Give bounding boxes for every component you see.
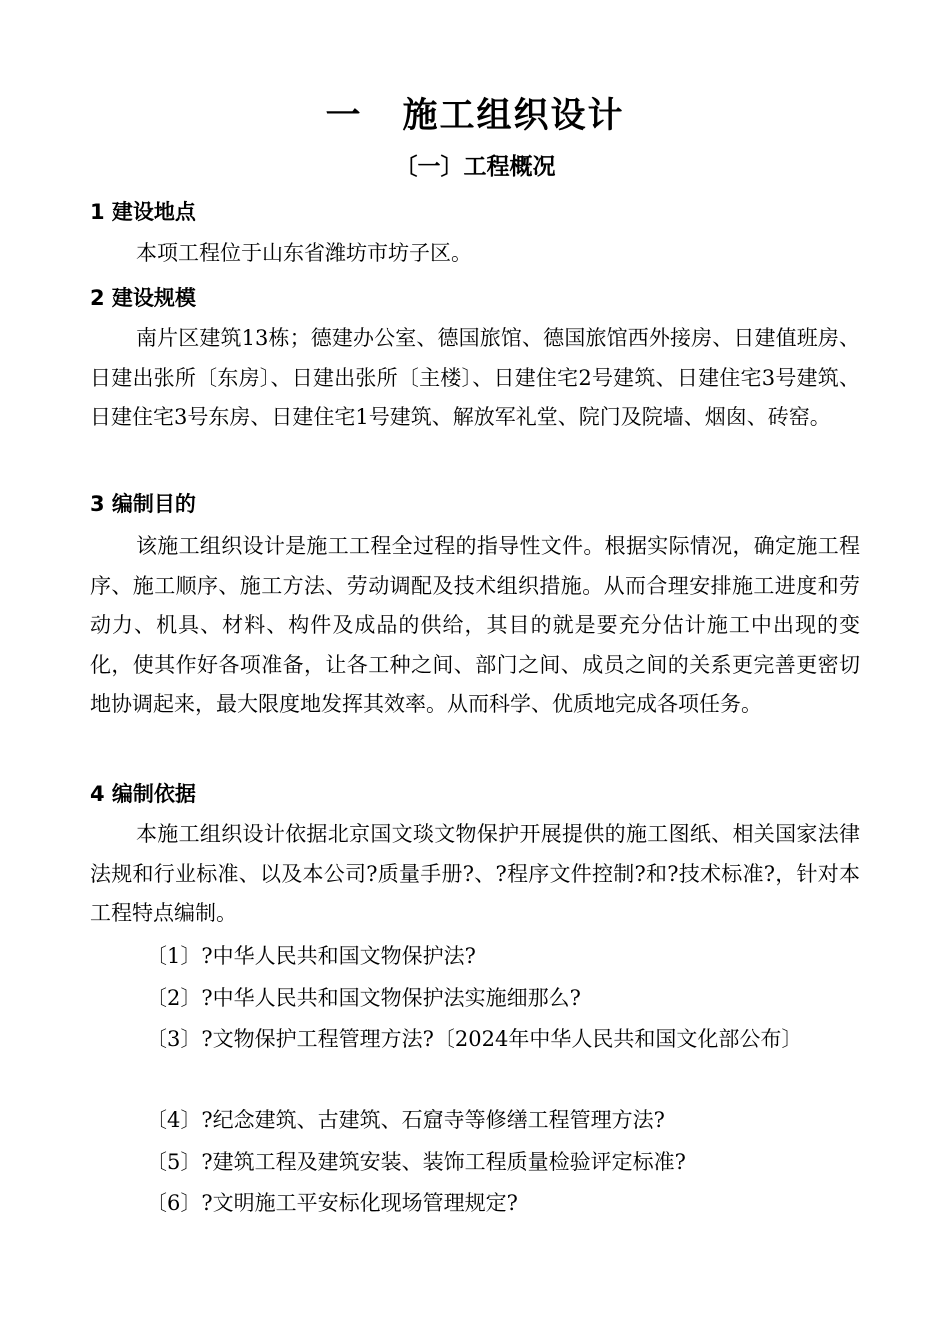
section-title: 〔一〕工程概况 — [394, 154, 556, 180]
heading-purpose: 3 编制目的 — [90, 492, 196, 516]
paragraph-basis: 本施工组织设计依据北京国文琰文物保护开展提供的施工图纸、相关国家法律法规和行业标准、以及本公司?质量手册?、?程序文件控制?和?技术标准?，针对本工程特点编制。 — [90, 822, 860, 925]
heading-scale: 2 建设规模 — [90, 286, 196, 310]
basis-item: 〔6〕?文明施工平安标化现场管理规定? — [146, 1191, 518, 1215]
basis-item: 〔1〕?中华人民共和国文物保护法? — [146, 944, 476, 968]
heading-basis: 4 编制依据 — [90, 782, 196, 806]
chapter-number: 一 — [325, 96, 363, 136]
paragraph-scale: 南片区建筑13栋；德建办公室、德国旅馆、德国旅馆西外接房、日建值班房、日建出张所〔东房〕、日建出张所〔主楼〕、日建住宅2号建筑、日建住宅3号建筑、日建住宅3号东房、日建住宅1号建筑、解放军礼堂、院门及院墙、烟囱、砖窑。 — [90, 326, 860, 429]
heading-location: 1 建设地点 — [90, 200, 196, 224]
paragraph-location: 本项工程位于山东省潍坊市坊子区。 — [136, 241, 472, 265]
chapter-title-text: 施工组织设计 — [402, 96, 625, 136]
basis-item: 〔5〕?建筑工程及建筑安装、装饰工程质量检验评定标准? — [146, 1150, 686, 1174]
paragraph-purpose: 该施工组织设计是施工工程全过程的指导性文件。根据实际情况，确定施工程序、施工顺序、施工方法、劳动调配及技术组织措施。从而合理安排施工进度和劳动力、机具、材料、构件及成品的供给，其目的就是要充分估计施工中出现的变化，使其作好各项准备，让各工种之间、部门之间、成员之间的关系更完善更密切地协调起来，最大限度地发挥其效率。从而科学、优质地完成各项任务。 — [90, 534, 860, 716]
basis-item: 〔2〕?中华人民共和国文物保护法实施细那么? — [146, 986, 581, 1010]
chapter-title — [0, 88, 950, 138]
basis-item: 〔4〕?纪念建筑、古建筑、石窟寺等修缮工程管理方法? — [146, 1108, 665, 1132]
basis-item: 〔3〕?文物保护工程管理方法?〔2024年中华人民共和国文化部公布〕 — [146, 1027, 803, 1051]
